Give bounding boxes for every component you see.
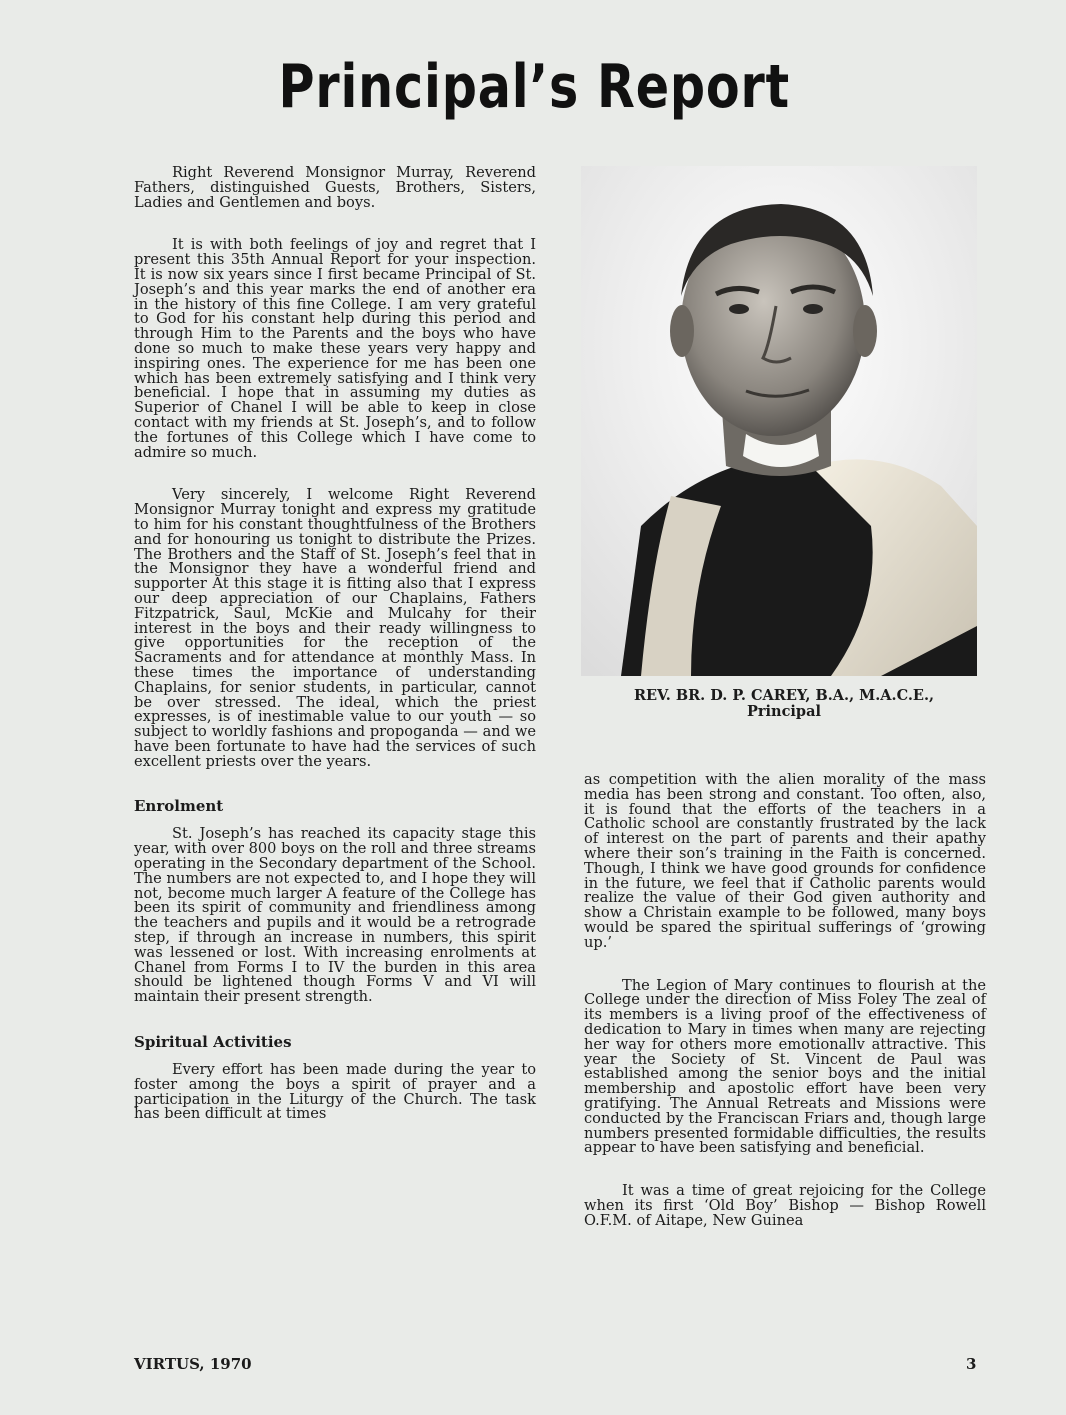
caption-name: REV. BR. D. P. CAREY, B.A., M.A.C.E., xyxy=(633,687,935,704)
footer-publication: VIRTUS, 1970 xyxy=(134,1355,252,1373)
salutation-paragraph: Right Reverend Monsignor Murray, Reverend Fathers, distinguished Guests, Brothers, Sisters, Ladies and Gentlemen and boys. xyxy=(134,164,536,211)
legion-paragraph: The Legion of Mary continues to flourish at the College under the direction of Miss Foley The zeal of its members is a living proof of the effectiveness of dedication to Mary in times when many are rejecting her way for others more emotionallv attractive. This year the Society of St. Vincent de Paul was established among the senior boys and the initial membership and apostolic effort have been very gratifying. The Annual Retreats and Missions were conducted by the Franciscan Friars and, though large numbers presented formidable difficulties, the results appear to have been satisfying and beneficial. xyxy=(584,976,986,1157)
portrait-image xyxy=(581,166,977,676)
bishop-paragraph: It was a time of great rejoicing for the College when its first ‘Old Boy’ Bishop — Bishop Rowell O.F.M. of Aitape, New Guinea xyxy=(584,1182,986,1229)
spiritual-paragraph: Every effort has been made during the year to foster among the boys a spirit of prayer and a participation in the Liturgy of the Church. The task has been difficult at times xyxy=(134,1061,536,1123)
caption-title: Principal xyxy=(747,703,821,720)
right-column xyxy=(584,773,986,1229)
welcome-paragraph: Very sincerely, I welcome Right Reverend Monsignor Murray tonight and express my gratitude to him for his constant thoughtfulness of the Brothers and for honouring us tonight to distribute the Prizes. The Brothers and the Staff of St. Joseph’s feel that in the Monsignor they have a wonderful friend and supporter At this stage it is fitting also that I express our deep appreciation of our Chaplains, Fathers Fitzpatrick, Saul, McKie and Mulcahy for their interest in the boys and their ready willingness to give opportunities for the reception of the Sacraments and for attendance at monthly Mass. In these times the importance of understanding Chaplains, for senior students, in particular, cannot be over stressed. The ideal, which the priest expresses, is of inestimable value to our youth — so subject to worldly fashions and propoganda — and we have been fortunate to have had the services of such excellent priests over the years. xyxy=(134,486,536,770)
page-title: Principal’s Report xyxy=(278,52,790,122)
spiritual-activities-heading: Spiritual Activities xyxy=(134,1033,292,1052)
continuation-paragraph: as competition with the alien morality of the mass media has been strong and constant. Too often, also, it is found that the efforts of the teachers in a Catholic school are constantly frustrated by the lack of interest on the part of parents and their apathy where their son’s training in the Faith is concerned. Though, I think we have good grounds for confidence in the future, we feel that if Catholic parents would realize the value of their God given authority and show a Christain example to be followed, many boys would be spared the spiritual sufferings of ‘growing up.’ xyxy=(584,771,986,951)
intro-paragraph: It is with both feelings of joy and regret that I present this 35th Annual Report for your inspection. It is now six years since I first became Principal of St. Joseph’s and this year marks the end of another era in the history of this fine College. I am very grateful to God for his constant help during this period and through Him to the Parents and the boys who have done so much to make these years very happy and inspiring ones. The experience for me has been one which has been extremely satisfying and I think very beneficial. I hope that in assuming my duties as Superior of Chanel I will be able to keep in close contact with my friends at St. Joseph’s, and to follow the fortunes of this College which I have come to admire so much. xyxy=(134,236,536,461)
left-column xyxy=(134,166,536,1122)
page-number: 3 xyxy=(966,1355,977,1373)
photo-caption xyxy=(584,688,984,720)
principal-portrait-photo xyxy=(581,166,977,676)
enrolment-heading: Enrolment xyxy=(134,797,224,816)
enrolment-paragraph: St. Joseph’s has reached its capacity stage this year, with over 800 boys on the roll and three streams operating in the Secondary department of the School. The numbers are not expected to, and I hope they will not, become much larger A feature of the College has been its spirit of community and friendliness among the teachers and pupils and it would be a retrograde step, if through an increase in numbers, this spirit was lessened or lost. With increasing enrolments at Chanel from Forms I to IV the burden in this area should be lightened though Forms V and VI will maintain their present strength. xyxy=(134,825,536,1006)
